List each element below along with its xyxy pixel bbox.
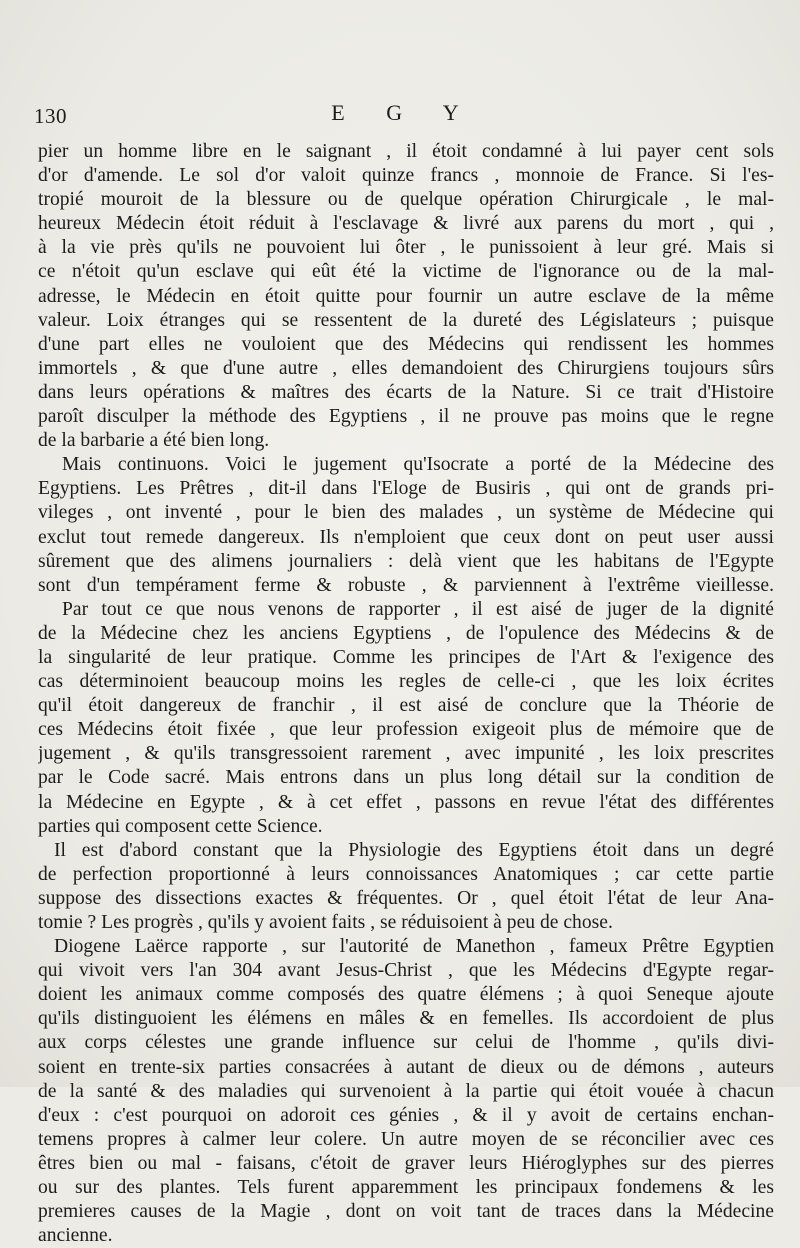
text-line: d'eux : c'est pourquoi on adoroit ces génies , & il y avoit de certains enchan- bbox=[38, 1104, 774, 1126]
text-line: parties qui composent cette Science. bbox=[38, 815, 323, 837]
text-line: Par tout ce que nous venons de rapporter , il est aisé de juger de la dignité bbox=[62, 598, 774, 620]
text-line: premieres causes de la Magie , dont on voit tant de traces dans la Médecine bbox=[38, 1201, 774, 1223]
text-line: Diogene Laërce rapporte , sur l'autorité de Manethon , fameux Prêtre Egyptien bbox=[54, 936, 774, 958]
text-line: immortels , & que d'une autre , elles demandoient des Chirurgiens toujours sûrs bbox=[38, 357, 774, 379]
text-line: adresse, le Médecin en étoit quitte pour fournir un autre esclave de la même bbox=[38, 285, 774, 307]
text-line: ancienne. bbox=[38, 1225, 113, 1247]
text-line: la Médecine en Egypte , & à cet effet , passons en revue l'état des différentes bbox=[38, 791, 774, 813]
text-line: de perfection proportionné à leurs connoissances Anatomiques ; car cette partie bbox=[38, 863, 774, 885]
text-line: cas déterminoient beaucoup moins les regles de celle-ci , que les loix écrites bbox=[38, 671, 774, 693]
page-header bbox=[34, 100, 774, 130]
text-line: la singularité de leur pratique. Comme les principes de l'Art & l'exigence des bbox=[38, 646, 774, 668]
text-line: qu'il étoit dangereux de franchir , il est aisé de conclure que la Théorie de bbox=[38, 695, 774, 717]
running-head: E G Y bbox=[331, 100, 477, 125]
text-line: ce n'étoit qu'un esclave qui eût été la victime de l'ignorance ou de la mal- bbox=[38, 261, 774, 283]
text-line: aux corps célestes une grande influence sur celui de l'homme , qu'ils divi- bbox=[38, 1032, 774, 1054]
text-line: de la barbarie a été bien long. bbox=[38, 430, 270, 452]
text-line: ces Médecins étoit fixée , que leur profession exigeoit plus de mémoire que de bbox=[38, 719, 774, 741]
text-line: êtres bien ou mal - faisans, c'étoit de graver leurs Hiéroglyphes sur des pierres bbox=[38, 1152, 774, 1174]
text-line: soient en trente-six parties consacrées à autant de dieux ou de démons , auteurs bbox=[38, 1056, 774, 1078]
text-line: temens propres à calmer leur colere. Un autre moyen de se réconcilier avec ces bbox=[38, 1128, 774, 1150]
text-line: sûrement que des alimens journaliers : delà vient que les habitans de l'Egypte bbox=[38, 550, 774, 572]
text-line: Il est d'abord constant que la Physiologie des Egyptiens étoit dans un degré bbox=[54, 839, 774, 861]
text-line: suppose des dissections exactes & fréquentes. Or , quel étoit l'état de leur Ana- bbox=[38, 887, 774, 909]
text-line: sont d'un tempérament ferme & robuste , & parviennent à l'extrême vieillesse. bbox=[38, 574, 774, 596]
text-line: paroît disculper la méthode des Egyptiens , il ne prouve pas moins que le regne bbox=[38, 406, 774, 428]
text-line: Egyptiens. Les Prêtres , dit-il dans l'Eloge de Busiris , qui ont de grands pri- bbox=[38, 478, 774, 500]
text-line: heureux Médecin étoit réduit à l'esclavage & livré aux parens du mort , qui , bbox=[38, 213, 774, 235]
text-line: Mais continuons. Voici le jugement qu'Isocrate a porté de la Médecine des bbox=[62, 454, 774, 476]
text-line: dans leurs opérations & maîtres des écarts de la Nature. Si ce trait d'Histoire bbox=[38, 381, 774, 403]
text-line: de la Médecine chez les anciens Egyptiens , de l'opulence des Médecins & de bbox=[38, 622, 774, 644]
text-line: doient les animaux comme composés des quatre élémens ; à quoi Seneque ajoute bbox=[38, 984, 774, 1006]
text-line: qu'ils distinguoient les élémens en mâles & en femelles. Ils accordoient de plus bbox=[38, 1008, 774, 1030]
text-line: jugement , & qu'ils transgressoient rarement , avec impunité , les loix prescrites bbox=[38, 743, 774, 765]
text-line: pier un homme libre en le saignant , il étoit condamné à lui payer cent sols bbox=[38, 141, 774, 162]
text-line: valeur. Loix étranges qui se ressentent de la dureté des Législateurs ; puisque bbox=[38, 309, 774, 331]
text-line: tomie ? Les progrès , qu'ils y avoient faits , se réduisoient à peu de chose. bbox=[38, 912, 613, 933]
text-line: de la santé & des maladies qui survenoient à la partie qui étoit vouée à chacun bbox=[38, 1080, 774, 1102]
text-line: exclut tout remede dangereux. Ils n'emploient que ceux dont on peut user aussi bbox=[38, 526, 774, 548]
text-line: ou sur des plantes. Tels furent apparemment les principaux fondemens & les bbox=[38, 1177, 774, 1199]
text-line: d'une part elles ne vouloient que des Médecins qui rendissent les hommes bbox=[38, 333, 774, 355]
body-text bbox=[38, 140, 774, 1248]
text-line: d'or d'amende. Le sol d'or valoit quinze francs , monnoie de France. Si l'es- bbox=[38, 165, 774, 187]
text-line: tropié mouroit de la blessure ou de quelque opération Chirurgicale , le mal- bbox=[38, 189, 774, 211]
text-line: à la vie près qu'ils ne pouvoient lui ôter , le punissoient à leur gré. Mais si bbox=[38, 237, 774, 259]
text-line: qui vivoit vers l'an 304 avant Jesus-Christ , que les Médecins d'Egypte regar- bbox=[38, 960, 774, 982]
text-line: vileges , ont inventé , pour le bien des malades , un système de Médecine qui bbox=[38, 502, 774, 524]
page-number: 130 bbox=[34, 104, 67, 128]
text-line: par le Code sacré. Mais entrons dans un plus long détail sur la condition de bbox=[38, 767, 774, 789]
